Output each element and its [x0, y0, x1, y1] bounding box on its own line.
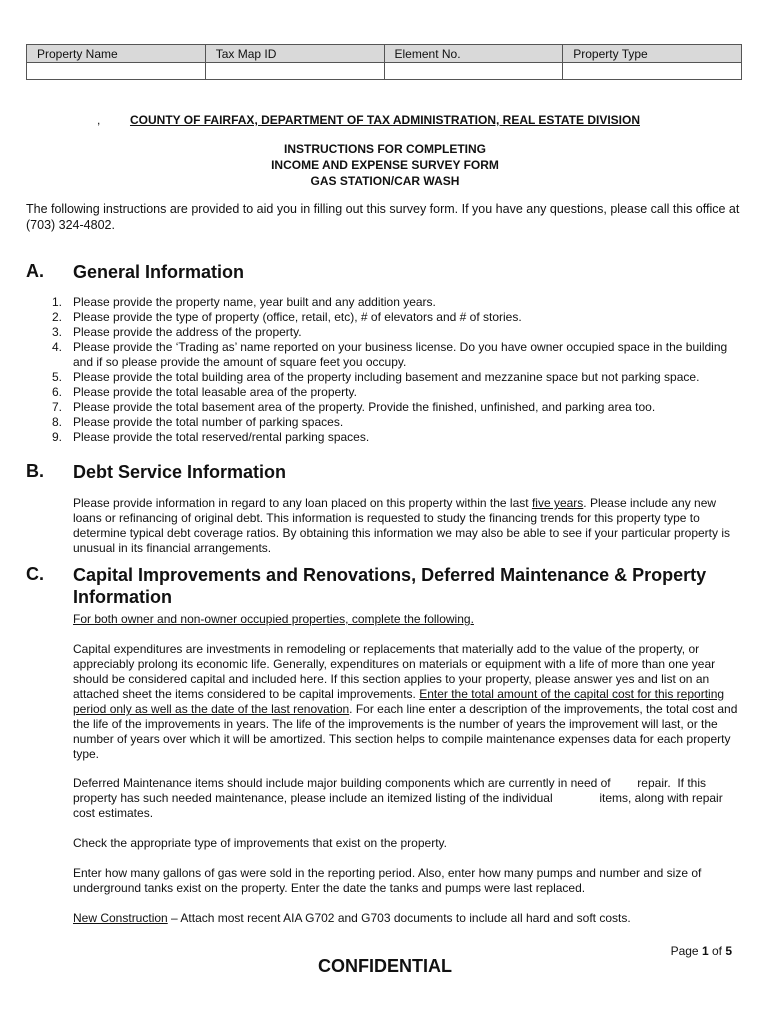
title-line: INSTRUCTIONS FOR COMPLETING	[284, 142, 486, 156]
form-title	[0, 141, 770, 189]
list-item: 2. Please provide the type of property (office, retail, etc), # of elevators and # of stories.	[52, 310, 522, 324]
section-b-letter: B.	[26, 461, 44, 481]
list-item: 7. Please provide the total basement area of the property. Provide the finished, unfinished, and parking area too.	[52, 400, 656, 414]
deferred-maintenance-paragraph: Deferred Maintenance items should include major building components which are currently in need of repair. If this property has such needed maintenance, please include an itemized listing of the individual items, along with repair cost estimates.	[73, 776, 727, 820]
check-improvements-paragraph: Check the appropriate type of improvements that exist on the property.	[73, 836, 447, 850]
list-item: 6. Please provide the total leasable area of the property.	[52, 385, 357, 399]
section-a-letter: A.	[26, 261, 44, 281]
section-c-title: Capital Improvements and Renovations, Deferred Maintenance & Property Information	[73, 565, 707, 607]
confidential-label: CONFIDENTIAL	[318, 956, 452, 976]
title-line: INCOME AND EXPENSE SURVEY FORM	[271, 158, 499, 172]
title-line: GAS STATION/CAR WASH	[310, 174, 460, 188]
tax-map-id-field[interactable]	[205, 63, 384, 80]
county-heading: COUNTY OF FAIRFAX, DEPARTMENT OF TAX ADMINISTRATION, REAL ESTATE DIVISION	[129, 113, 640, 127]
list-item: 5. Please provide the total building area of the property including basement and mezzanine space but not parking space.	[52, 370, 700, 384]
page-number: Page 1 of 5	[670, 944, 732, 958]
column-header-property-name: Property Name	[27, 45, 206, 63]
capital-expenditures-paragraph: Capital expenditures are investments in remodeling or replacements that materially add to the value of the property, or appreciably prolong its economic life. Generally, expenditures on materials or equipment with a life of more than one year should be considered capital and included here. If this section applies to your property, please answer yes and list on an attached sheet the items considered to be capital improvements. Enter the total amount of the capital cost for this reporting period only as well as the date of the last renovation. For each line enter a description of the improvements, the total cost and the life of the improvements in years. The life of the improvements is the number of years the improvement will last, or the number of years over which it will be amortized. This section helps to compile maintenance expenses data for each property type.	[73, 642, 738, 761]
section-c-subheading: For both owner and non-owner occupied properties, complete the following.	[73, 612, 474, 626]
general-info-list	[52, 295, 742, 445]
debt-service-paragraph: Please provide information in regard to any loan placed on this property within the last five years. Please include any new loans or refinancing of original debt. This information is requested to study the financing trends for this property type to determine typical debt coverage ratios. By obtaining this information we may also be able to see if your particular property is unusual in its financial arrangements.	[73, 496, 730, 555]
intro-paragraph: The following instructions are provided to aid you in filling out this survey form. If you have any questions, please call this office at (703) 324-4802.	[26, 202, 740, 232]
column-header-tax-map-id: Tax Map ID	[205, 45, 384, 63]
property-header-table	[26, 44, 742, 80]
list-item: 1. Please provide the property name, year built and any addition years.	[52, 295, 436, 309]
column-header-property-type: Property Type	[563, 45, 742, 63]
property-name-field[interactable]	[27, 63, 206, 80]
section-a-title: General Information	[73, 262, 245, 282]
list-item: 9. Please provide the total reserved/rental parking spaces.	[52, 430, 370, 444]
list-item: 3. Please provide the address of the property.	[52, 325, 302, 339]
list-item: 8. Please provide the total number of parking spaces.	[52, 415, 344, 429]
stray-mark: ,	[97, 113, 101, 127]
element-no-field[interactable]	[384, 63, 563, 80]
section-b-title: Debt Service Information	[73, 462, 287, 482]
new-construction-paragraph: New Construction – Attach most recent AIA G702 and G703 documents to include all hard and soft costs.	[73, 911, 631, 925]
list-item: 4. Please provide the ‘Trading as’ name reported on your business license. Do you have owner occupied space in the building and if so please provide the amount of square feet you occupy.	[52, 340, 728, 369]
column-header-element-no: Element No.	[384, 45, 563, 63]
gas-sales-paragraph: Enter how many gallons of gas were sold in the reporting period. Also, enter how many pumps and number and size of underground tanks exist on the property. Enter the date the tanks and pumps were last replaced.	[73, 866, 702, 895]
property-type-field[interactable]	[563, 63, 742, 80]
section-c-letter: C.	[26, 564, 44, 584]
